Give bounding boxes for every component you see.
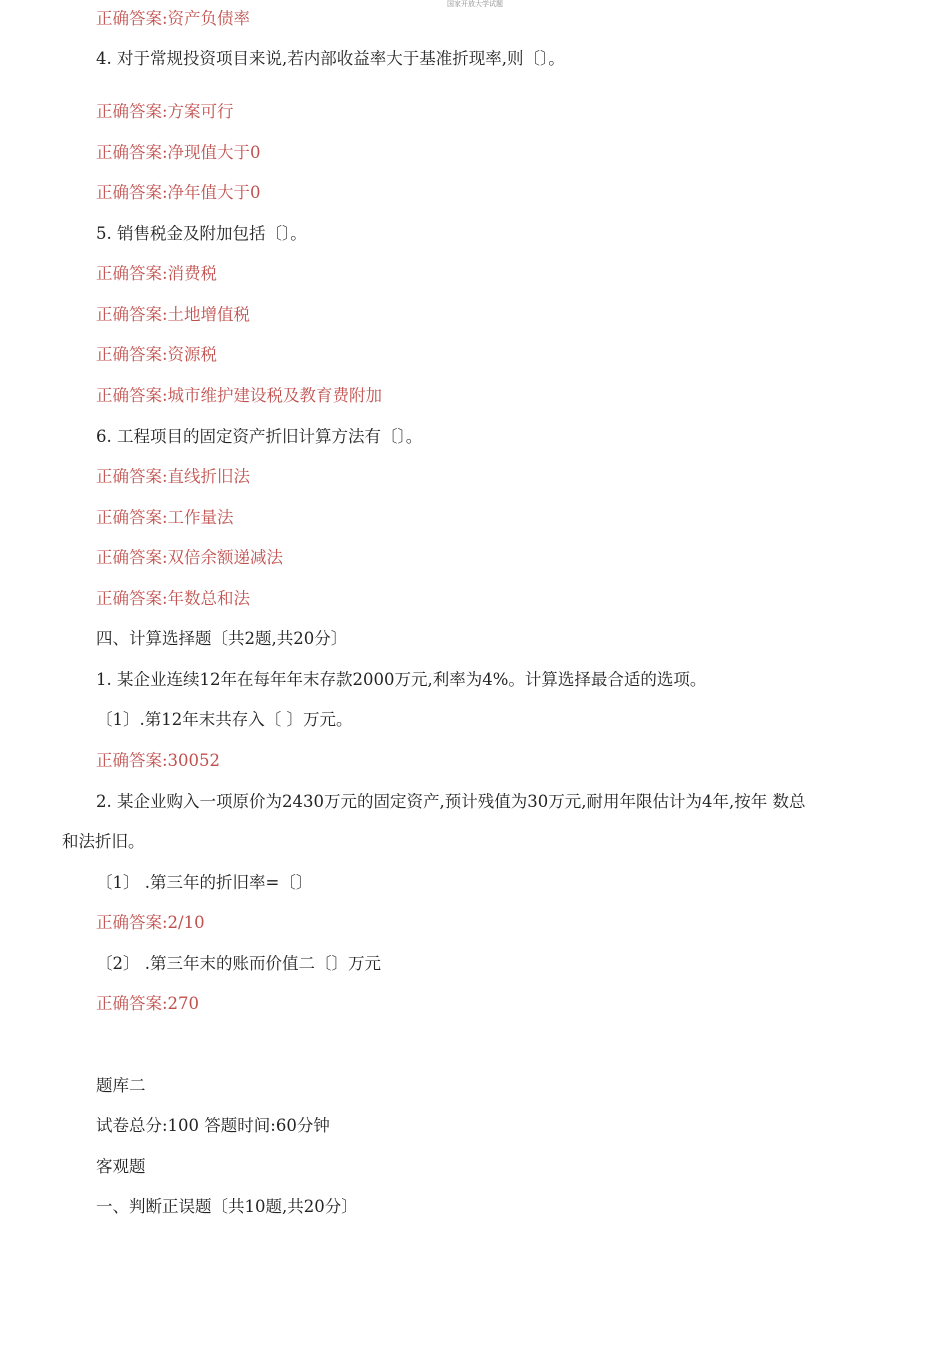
page-header: 国家开放大学试题 (447, 0, 503, 8)
answer-line: 正确答案:2/10 (96, 913, 205, 932)
question-line: 5. 销售税金及附加包括〔〕。 (96, 224, 307, 243)
answer-line: 正确答案:净现值大于0 (96, 143, 261, 162)
answer-line: 正确答案:土地增值税 (96, 305, 251, 324)
section-label: 客观题 (96, 1157, 146, 1176)
section-heading: 四、计算选择题〔共2题,共20分〕 (96, 629, 348, 648)
answer-line: 正确答案:城市维护建设税及教育费附加 (96, 386, 383, 405)
exam-info: 试卷总分:100 答题时间:60分钟 (96, 1116, 330, 1135)
section-heading: 一、判断正误题〔共10题,共20分〕 (96, 1197, 358, 1216)
answer-line: 正确答案:消费税 (96, 264, 218, 283)
answer-line: 正确答案:资源税 (96, 345, 218, 364)
answer-line: 正确答案:30052 (96, 751, 221, 770)
sub-question-line: 〔1〕.第12年末共存入〔 〕万元。 (96, 710, 353, 729)
answer-line: 正确答案:方案可行 (96, 102, 234, 121)
bank-title: 题库二 (96, 1076, 146, 1095)
sub-question-line: 〔2〕 .第三年末的账而价值二〔〕万元 (96, 954, 381, 973)
answer-line: 正确答案:净年值大于0 (96, 183, 261, 202)
answer-line: 正确答案:双倍余额递减法 (96, 548, 284, 567)
sub-question-line: 〔1〕 .第三年的折旧率=〔〕 (96, 873, 313, 892)
question-line-continued: 和法折旧。 (62, 832, 145, 851)
question-line: 6. 工程项目的固定资产折旧计算方法有〔〕。 (96, 427, 423, 446)
answer-line: 正确答案:工作量法 (96, 508, 234, 527)
question-line: 2. 某企业购入一项原价为2430万元的固定资产,预计残值为30万元,耐用年限估计为4年,按年 数总 (96, 792, 806, 811)
question-line: 4. 对于常规投资项目来说,若内部收益率大于基准折现率,则〔〕。 (96, 49, 565, 68)
answer-line: 正确答案:270 (96, 994, 200, 1013)
answer-line: 正确答案:直线折旧法 (96, 467, 251, 486)
answer-line: 正确答案:资产负债率 (96, 9, 251, 28)
answer-line: 正确答案:年数总和法 (96, 589, 251, 608)
question-line: 1. 某企业连续12年在每年年末存款2000万元,利率为4%。计算选择最合适的选项。 (96, 670, 707, 689)
